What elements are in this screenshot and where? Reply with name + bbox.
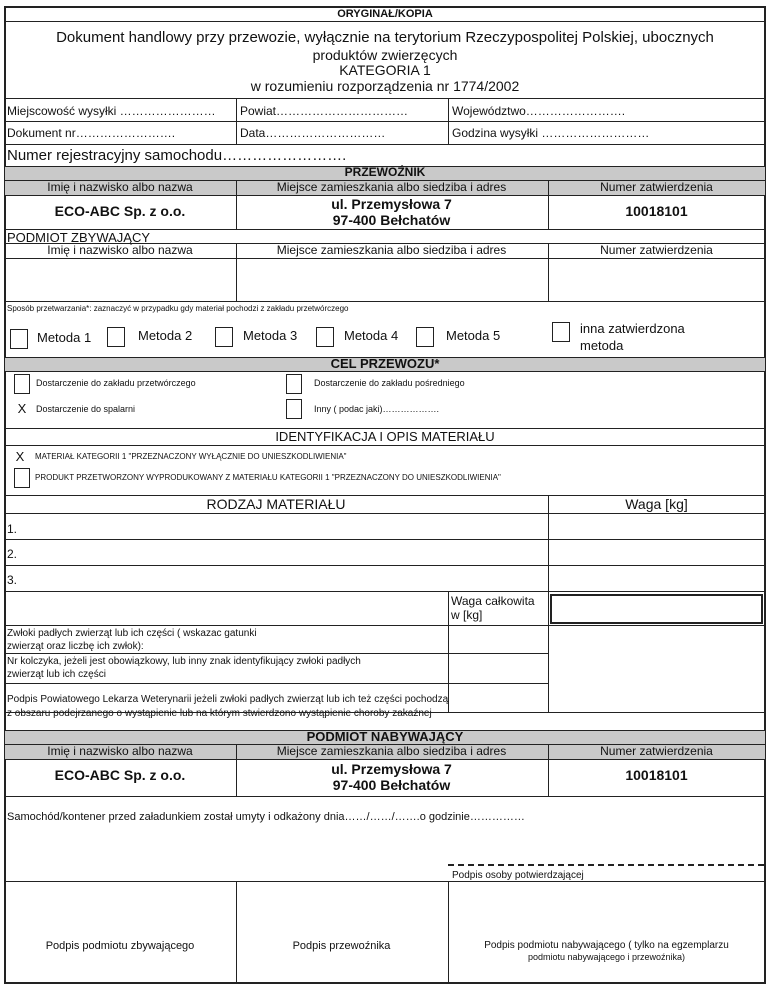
buyer-number-header: Numer zatwierdzenia — [600, 744, 713, 758]
method-2-checkbox[interactable] — [107, 327, 125, 347]
total-weight-label: Waga całkowita — [451, 594, 535, 608]
processed-product-label: PRODUKT PRZETWORZONY WYPRODUKOWANY Z MATERIAŁU KATEGORII 1 "PRZEZNACZONY DO UNIESZKODLIWIENIA" — [35, 473, 501, 482]
method-5-label: Metoda 5 — [446, 328, 501, 343]
processing-method-note: Sposób przetwarzania*: zaznaczyć w przypadku gdy materiał pochodzi z zakładu przetwórczego — [7, 304, 349, 313]
purpose-section-title: CEL PRZEWOZU* — [330, 356, 440, 371]
ear-tag-label-line2: zwierząt lub ich części — [7, 669, 106, 680]
other-method-checkbox[interactable] — [552, 322, 570, 342]
document-title: Dokument handlowy przy przewozie, wyłącznie na terytorium Rzeczypospolitej Polskiej, ubocznych — [56, 29, 714, 46]
method-5-checkbox[interactable] — [416, 327, 434, 347]
weight-header: Waga [kg] — [625, 496, 688, 512]
seller-signature-field[interactable] — [6, 882, 235, 937]
seller-signature-label: Podpis podmiotu zbywającego — [45, 940, 195, 952]
material-row-3[interactable]: 3. — [7, 573, 18, 587]
material-row-1[interactable]: 1. — [7, 522, 18, 536]
carrier-name: ECO-ABC Sp. z o.o. — [54, 203, 186, 219]
carrier-name-header: Imię i nazwisko albo nazwa — [47, 180, 193, 194]
buyer-address-header: Miejsce zamieszkania albo siedziba i adres — [276, 744, 507, 758]
purpose-intermediate-plant-label: Dostarczenie do zakładu pośredniego — [314, 378, 465, 388]
total-weight-field[interactable] — [550, 594, 763, 624]
carrier-section-title: PRZEWOŹNIK — [344, 165, 426, 179]
dispatch-place-field[interactable]: Miejscowość wysyłki …………………… — [7, 104, 216, 118]
seller-number-field[interactable] — [549, 259, 764, 300]
seller-name-header: Imię i nazwisko albo nazwa — [47, 243, 193, 257]
purpose-other-label: Inny ( podac jaki)………………. — [314, 404, 440, 414]
purpose-processing-plant-checkbox[interactable] — [14, 374, 30, 394]
method-3-checkbox[interactable] — [215, 327, 233, 347]
material-type-header: RODZAJ MATERIAŁU — [206, 496, 346, 512]
method-3-label: Metoda 3 — [243, 328, 298, 343]
method-4-checkbox[interactable] — [316, 327, 334, 347]
buyer-street: ul. Przemysłowa 7 — [331, 761, 452, 777]
carrier-signature-field[interactable] — [237, 882, 447, 937]
category1-material-label: MATERIAŁ KATEGORII 1 "PRZEZNACZONY WYŁĄCZNIE DO UNIESZKODLIWIENIA" — [35, 452, 347, 461]
carcasses-label-line2: zwierząt oraz liczbę ich zwłok): — [7, 641, 144, 652]
total-weight-unit: w [kg] — [451, 608, 483, 622]
buyer-city: 97-400 Bełchatów — [332, 777, 451, 793]
purpose-processing-plant-label: Dostarczenie do zakładu przetwórczego — [36, 378, 196, 388]
district-field[interactable]: Powiat…………………………… — [240, 104, 409, 118]
buyer-signature-label: Podpis podmiotu nabywającego ( tylko na egzemplarzu — [484, 940, 729, 951]
buyer-name-header: Imię i nazwisko albo nazwa — [47, 744, 193, 758]
purpose-intermediate-plant-checkbox[interactable] — [286, 374, 302, 394]
document-title-line2: produktów zwierzęcych — [312, 47, 458, 63]
other-method-label-line2: metoda — [580, 338, 624, 353]
identification-section-title: IDENTYFIKACJA I OPIS MATERIAŁU — [275, 429, 495, 444]
vehicle-registration-field[interactable]: Numer rejestracyjny samochodu……………………. — [7, 147, 347, 164]
purpose-other-checkbox[interactable] — [286, 399, 302, 419]
material-row-2[interactable]: 2. — [7, 547, 18, 561]
buyer-signature-field[interactable] — [449, 882, 764, 937]
purpose-incinerator-checkbox[interactable]: X — [17, 401, 27, 416]
carrier-approval-number: 10018101 — [625, 203, 688, 219]
seller-section-title: PODMIOT ZBYWAJĄCY — [7, 230, 151, 245]
method-4-label: Metoda 4 — [344, 328, 399, 343]
processed-product-checkbox[interactable] — [14, 468, 30, 488]
carcasses-label: Zwłoki padłych zwierząt lub ich części ( wskazac gatunki — [7, 628, 257, 639]
carrier-signature-label: Podpis przewoźnika — [292, 940, 391, 952]
dispatch-time-field[interactable]: Godzina wysyłki ……………………… — [452, 126, 650, 140]
seller-address-field[interactable] — [237, 259, 547, 300]
purpose-incinerator-label: Dostarczenie do spalarni — [36, 404, 136, 414]
regulation-label: w rozumieniu rozporządzenia nr 1774/2002 — [250, 78, 520, 94]
buyer-section-title: PODMIOT NABYWAJĄCY — [306, 729, 464, 744]
vet-signature-label: Podpis Powiatowego Lekarza Weterynarii jeżeli zwłoki padłych zwierząt lub ich też części pochodzą — [7, 694, 449, 705]
buyer-signature-label-line2: podmiotu nabywającego i przewoźnika) — [527, 952, 686, 962]
buyer-approval-number: 10018101 — [625, 767, 688, 783]
carrier-city: 97-400 Bełchatów — [332, 212, 451, 228]
buyer-name: ECO-ABC Sp. z o.o. — [54, 767, 186, 783]
vet-signature-label-line2: z obszaru podejrzanego o wystąpienie lub na którym stwierdzono wystąpienie choroby zakaźnej — [7, 708, 432, 719]
method-1-label: Metoda 1 — [37, 330, 92, 345]
disinfection-statement[interactable]: Samochód/kontener przed załadunkiem został umyty i odkażony dnia……/……/…….o godzinie…………… — [7, 811, 525, 823]
document-number-field[interactable]: Dokument nr……………………. — [7, 126, 176, 140]
other-method-label: inna zatwierdzona — [580, 321, 685, 336]
seller-name-field[interactable] — [6, 259, 235, 300]
method-2-label: Metoda 2 — [138, 328, 193, 343]
carrier-number-header: Numer zatwierdzenia — [600, 180, 713, 194]
voivodeship-field[interactable]: Województwo……………………. — [452, 104, 626, 118]
category1-material-checkbox[interactable]: X — [15, 449, 25, 464]
seller-address-header: Miejsce zamieszkania albo siedziba i adres — [276, 243, 507, 257]
confirming-person-signature-label: Podpis osoby potwierdzającej — [452, 870, 584, 881]
carrier-street: ul. Przemysłowa 7 — [331, 196, 452, 212]
ear-tag-label: Nr kolczyka, jeżeli jest obowiązkowy, lub inny znak identyfikujący zwłoki padłych — [7, 656, 361, 667]
category-label: KATEGORIA 1 — [339, 62, 431, 78]
original-copy-label: ORYGINAŁ/KOPIA — [337, 8, 433, 20]
date-field[interactable]: Data………………………… — [240, 126, 386, 140]
method-1-checkbox[interactable] — [10, 329, 28, 349]
carrier-address-header: Miejsce zamieszkania albo siedziba i adres — [276, 180, 507, 194]
seller-number-header: Numer zatwierdzenia — [600, 243, 713, 257]
